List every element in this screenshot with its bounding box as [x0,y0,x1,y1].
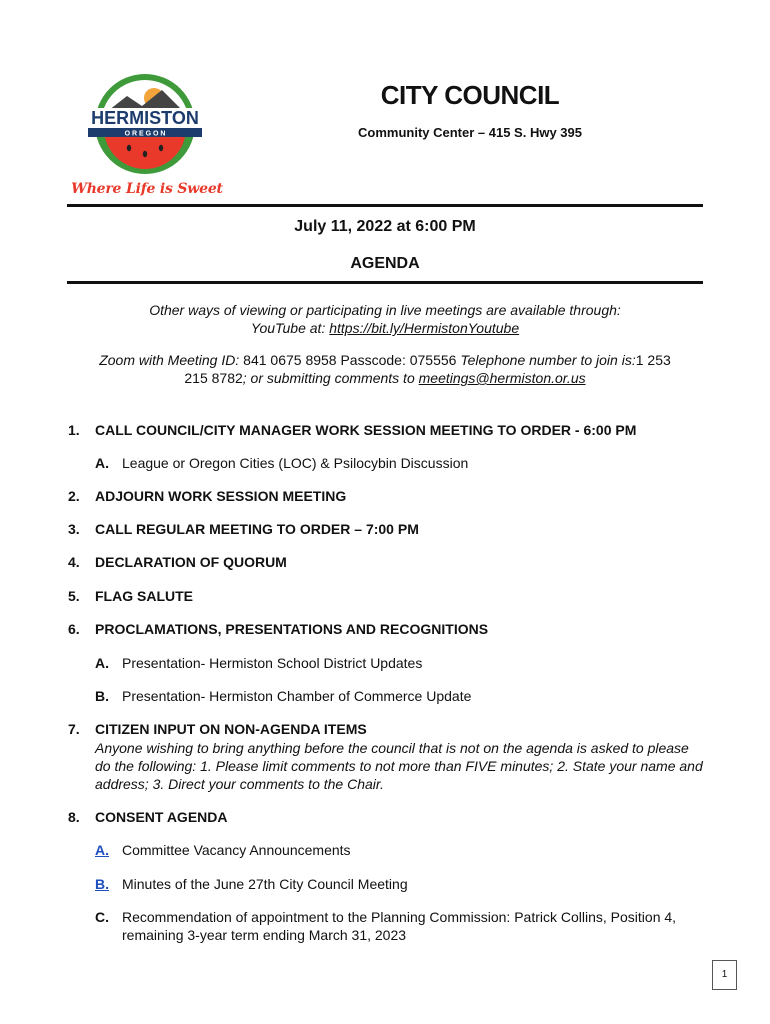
subitem-text: Presentation- Hermiston School District Updates [122,655,423,671]
logo-name: HERMISTON [91,108,199,128]
viewing-info [70,301,700,337]
subitem-link-a[interactable]: A. [95,842,109,858]
subitem-link-b[interactable]: B. [95,876,109,892]
telephone-part1: 1 253 [635,352,671,368]
subitem-text: Recommendation of appointment to the Planning Commission: Patrick Collins, Position 4, remaining 3-year term ending March 31, 2023 [122,909,677,943]
logo-state: O R E G O N [124,130,166,138]
item-number: 2. [68,488,80,504]
telephone-part2: 215 8782 [184,370,243,386]
item-number: 7. [68,721,80,737]
subitem-text: Committee Vacancy Announcements [122,842,351,858]
item-number: 3. [68,521,80,537]
logo-slogan: Where Life is Sweet [71,181,223,197]
item-description: Anyone wishing to bring anything before the council that is not on the agenda is asked to please do the following: 1. Please limit comments to not more than FIVE minutes; 2. State your name and address; 3. Direct your comments to the Chair. [95,740,703,792]
youtube-link[interactable]: https://bit.ly/HermistonYoutube [329,320,520,336]
hermiston-logo [66,70,224,204]
page-number: 1 [712,960,737,990]
item-heading: PROCLAMATIONS, PRESENTATIONS AND RECOGNITIONS [95,621,489,637]
meeting-location: Community Center – 415 S. Hwy 395 [358,125,582,140]
agenda-heading: AGENDA [350,255,420,272]
item-number: 5. [68,588,80,604]
page-title: CITY COUNCIL [380,80,560,110]
header [300,80,640,140]
item-heading: ADJOURN WORK SESSION MEETING [95,488,347,504]
item-heading: CITIZEN INPUT ON NON-AGENDA ITEMS [95,721,367,737]
item-number: 4. [68,554,80,570]
item-number: 1. [68,422,80,438]
item-heading: CALL COUNCIL/CITY MANAGER WORK SESSION MEETING TO ORDER - 6:00 PM [95,422,637,438]
subitem-letter: A. [95,455,109,471]
item-number: 6. [68,621,80,637]
divider-bottom [67,281,703,284]
zoom-info [70,351,700,387]
zoom-label: Zoom with Meeting ID: [99,352,240,368]
youtube-prefix: YouTube at: [250,320,330,336]
subitem-letter: A. [95,655,109,671]
item-number: 8. [68,809,80,825]
telephone-label: Telephone number to join is: [460,352,636,368]
subitem-text: League or Oregon Cities (LOC) & Psilocybin Discussion [122,455,469,471]
item-heading: CONSENT AGENDA [95,809,228,825]
item-heading: DECLARATION OF QUORUM [95,554,287,570]
subitem-text: Presentation- Hermiston Chamber of Commerce Update [122,688,472,704]
subitem-text: Minutes of the June 27th City Council Meeting [122,876,408,892]
watermelon-badge-icon [82,70,208,178]
subitem-letter: C. [95,909,109,925]
email-link[interactable]: meetings@hermiston.or.us [418,370,586,386]
zoom-id: 841 0675 8958 Passcode: 075556 [239,352,461,368]
meeting-date: July 11, 2022 at 6:00 PM [294,218,476,235]
item-heading: FLAG SALUTE [95,588,193,604]
divider-top [67,204,703,207]
submit-comments-text: ; or submitting comments to [242,370,419,386]
subitem-letter: B. [95,688,109,704]
viewing-intro: Other ways of viewing or participating in live meetings are available through: [149,302,621,318]
item-heading: CALL REGULAR MEETING TO ORDER – 7:00 PM [95,521,419,537]
